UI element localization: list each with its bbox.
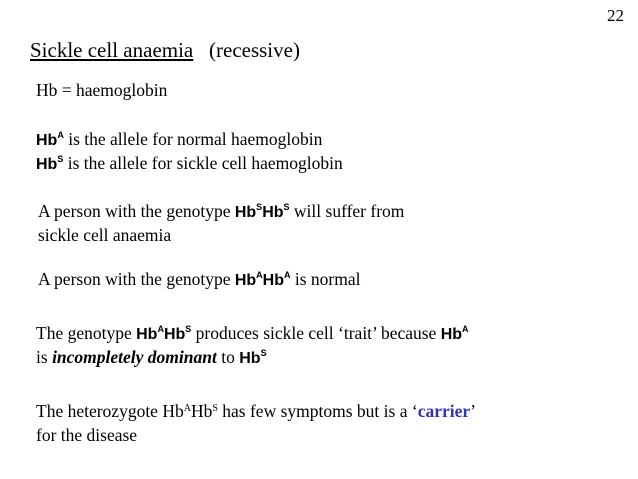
incompletely-dominant: incompletely dominant <box>52 347 217 367</box>
genotype-as: $Hb^AHb^S$ <box>136 324 192 343</box>
gene-symbol: $Hb^A$ <box>36 130 64 149</box>
genotype-ss: $Hb^SHb^S$ <box>234 202 290 221</box>
homozygous-a-line: A person with the genotype $Hb^AHb^A$ is normal <box>38 269 361 289</box>
carrier-line2: for the disease <box>36 425 138 445</box>
gene-symbol: $Hb^A$ <box>440 324 469 343</box>
homozygous-s-line1: A person with the genotype $Hb^SHb^S$ will suffer from <box>38 201 405 221</box>
carrier-line1: The heterozygote $Hb^AHb^S$ has few symptoms but is a ‘carrier’ <box>36 401 476 421</box>
homozygous-s-line2: sickle cell anaemia <box>38 225 172 245</box>
trait-line1: The genotype $Hb^AHb^S$ produces sickle cell ‘trait’ because $Hb^A$ <box>36 323 469 343</box>
allele-a-line: $Hb^A$ is the allele for normal haemoglobin <box>36 129 323 149</box>
title-main: Sickle cell anaemia <box>30 38 194 62</box>
gene-symbol: $Hb^S$ <box>36 154 64 173</box>
title-note: (recessive) <box>209 38 300 62</box>
allele-s-line: $Hb^S$ is the allele for sickle cell haemoglobin <box>36 153 343 173</box>
slide-title <box>30 38 300 63</box>
carrier-highlight: carrier <box>417 401 471 421</box>
trait-line2: is incompletely dominant to $Hb^S$ <box>36 347 267 367</box>
page-number: 22 <box>607 6 624 25</box>
genotype-aa: $Hb^AHb^A$ <box>234 270 291 289</box>
gene-symbol: $Hb^S$ <box>239 348 267 367</box>
genotype-as-serif: $Hb^AHb^S$ <box>162 401 218 421</box>
hb-definition: Hb = haemoglobin <box>36 80 168 100</box>
